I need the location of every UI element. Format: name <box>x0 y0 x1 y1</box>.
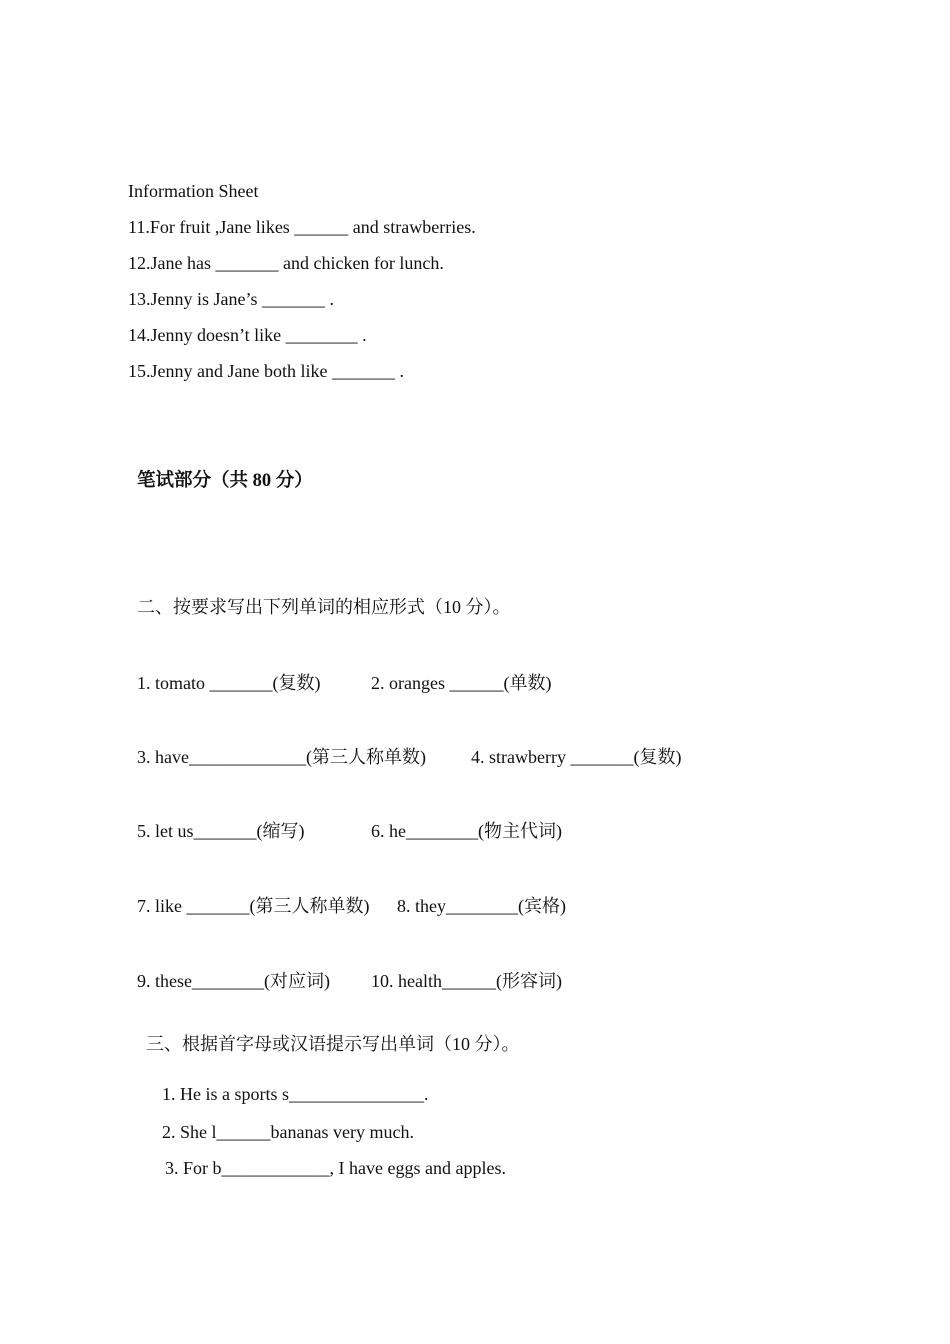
listening-item-11: 11.For fruit ,Jane likes ______ and strawberries. <box>128 217 476 237</box>
listening-item-13: 13.Jenny is Jane’s _______ . <box>128 289 334 309</box>
word-form-item-10: 10. health______(形容词) <box>371 971 562 991</box>
word-form-item-3: 3. have_____________(第三人称单数) <box>137 747 426 767</box>
hint-item-3: 3. For b____________, I have eggs and apples. <box>165 1158 506 1178</box>
section-2-heading: 二、按要求写出下列单词的相应形式（10 分）。 <box>137 597 511 617</box>
word-form-item-4: 4. strawberry _______(复数) <box>471 747 682 767</box>
listening-item-12: 12.Jane has _______ and chicken for lunch. <box>128 253 444 273</box>
word-form-item-1: 1. tomato _______(复数) <box>137 673 321 693</box>
word-form-item-5: 5. let us_______(缩写) <box>137 821 305 841</box>
hint-item-2: 2. She l______bananas very much. <box>162 1122 414 1142</box>
word-form-item-9: 9. these________(对应词) <box>137 971 330 991</box>
listening-item-15: 15.Jenny and Jane both like _______ . <box>128 361 404 381</box>
hint-item-1: 1. He is a sports s_______________. <box>162 1084 429 1104</box>
section-3-heading: 三、根据首字母或汉语提示写出单词（10 分）。 <box>146 1034 520 1054</box>
word-form-item-2: 2. oranges ______(单数) <box>371 673 552 693</box>
information-sheet-title: Information Sheet <box>128 181 259 201</box>
word-form-item-8: 8. they________(宾格) <box>397 896 566 916</box>
word-form-item-7: 7. like _______(第三人称单数) <box>137 896 370 916</box>
written-part-heading: 笔试部分（共 80 分） <box>137 471 313 491</box>
listening-item-14: 14.Jenny doesn’t like ________ . <box>128 325 367 345</box>
word-form-item-6: 6. he________(物主代词) <box>371 821 562 841</box>
